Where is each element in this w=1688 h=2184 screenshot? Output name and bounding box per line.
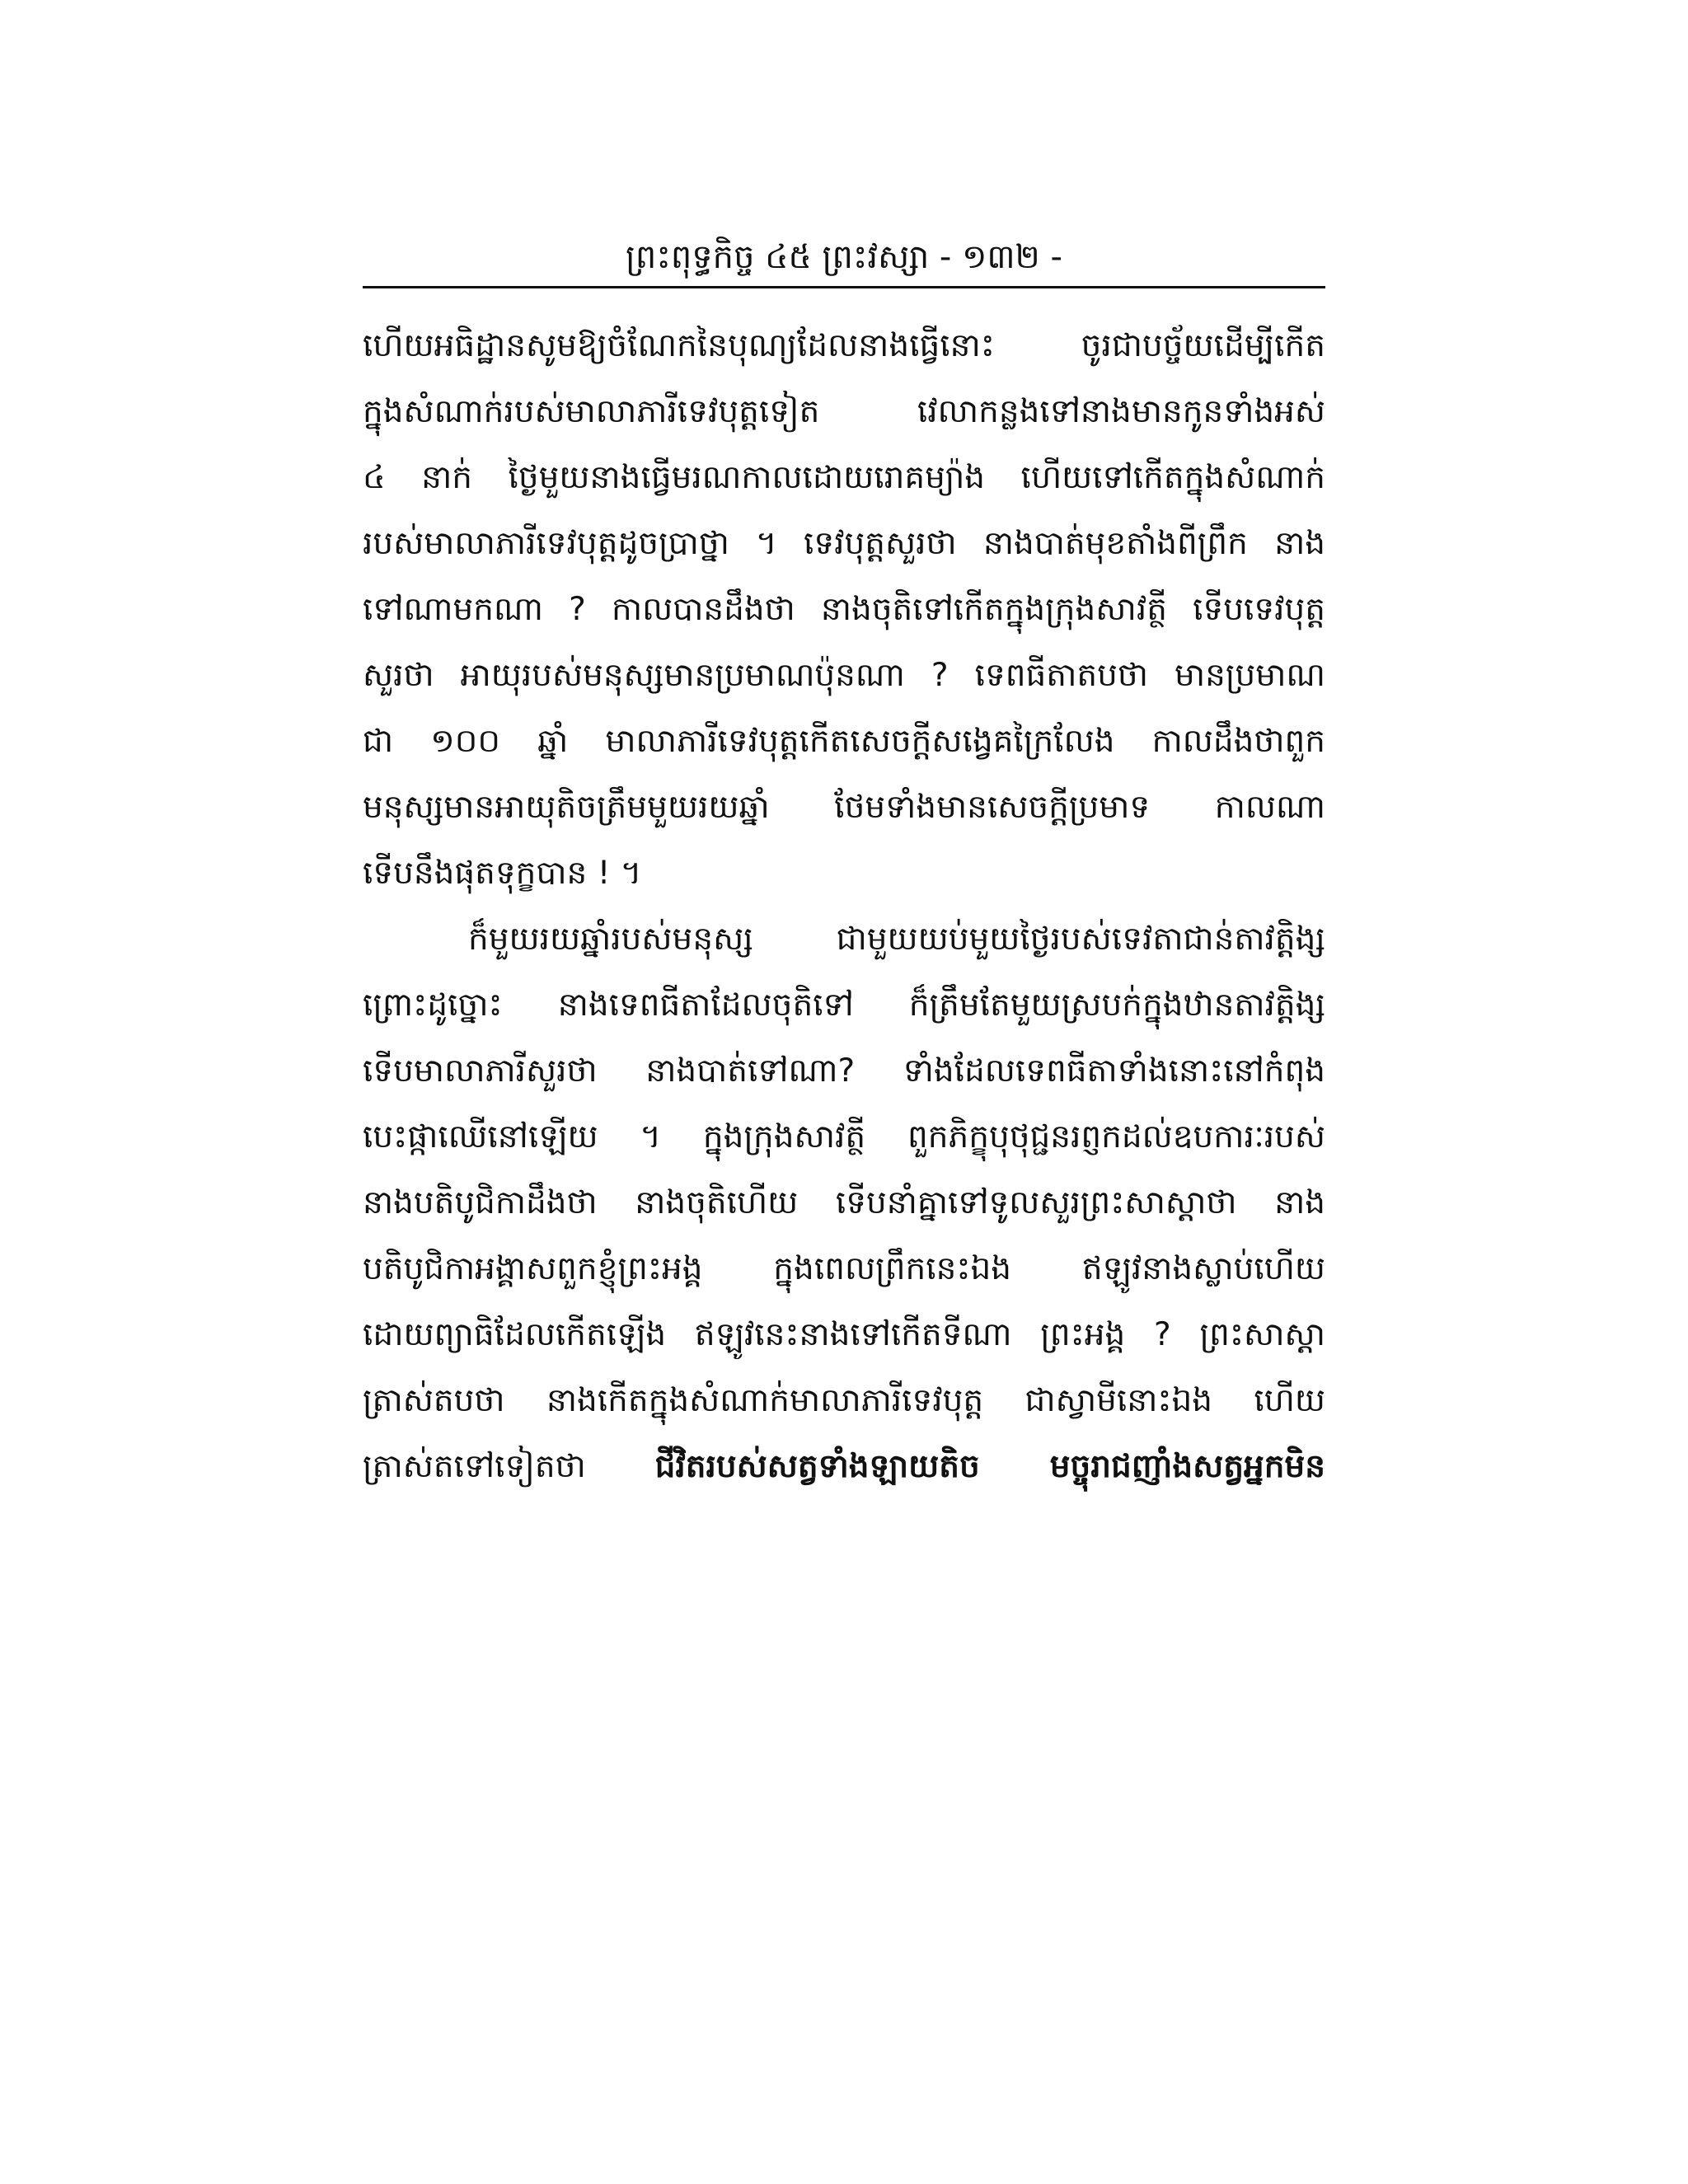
header-divider	[363, 286, 1325, 288]
text-line: ព្រោះដូច្នោះ នាងទេពធីតាដែលចុតិទៅ ក៏ត្រឹមតែមួយស្របក់ក្នុងឋានតាវត្តិង្ស	[363, 987, 1325, 1024]
paragraph-first-line: ក៏មួយរយឆ្នាំរបស់មនុស្ស ជាមួយយប់មួយថ្ងៃរបស់ទេវតាជាន់តាវត្តិង្ស	[468, 921, 1325, 958]
running-header: ព្រះពុទ្ធកិច្ច ៤៥ ព្រះវស្សា - ១៣២ -	[626, 238, 1062, 276]
text-line: សួរថា អាយុរបស់មនុស្សមានប្រមាណប៉ុនណា ? ទេពធីតាតបថា មានប្រមាណ	[363, 657, 1325, 694]
text-line: បតិបូជិកាអង្គាសពួកខ្ញុំព្រះអង្គ ក្នុងពេលព្រឹកនេះឯង ឥឡូវនាងស្លាប់ហើយ	[363, 1250, 1325, 1287]
text-line-last	[363, 1434, 1325, 1500]
page-body	[363, 313, 1325, 1500]
text-line: ហើយអធិដ្ឋានសូមឱ្យចំណែកនៃបុណ្យដែលនាងធ្វើនោះ ចូរជាបច្ច័យដើម្បីកើត	[363, 327, 1325, 364]
text-line: ទើបមាលាភារីសួរថា នាងបាត់ទៅណា? ទាំងដែលទេពធីតាទាំងនោះនៅកំពុង	[363, 1052, 1325, 1090]
text-line: ក្នុងសំណាក់របស់មាលាភារីទេវបុត្តទៀត វេលាកន្លងទៅនាងមានកូនទាំងអស់	[363, 393, 1325, 430]
text-line: ត្រាស់តបថា នាងកើតក្នុងសំណាក់មាលាភារីទេវបុត្ត ជាស្វាមីនោះឯង ហើយ	[363, 1382, 1325, 1419]
text-line: បេះផ្កាឈើនៅឡើយ ។ ក្នុងក្រុងសាវត្ថី ពួកភិក្ខុបុថុជ្ជនរព្ញកដល់ឧបការៈរបស់	[363, 1118, 1325, 1155]
text-line: របស់មាលាភារីទេវបុត្តដូចប្រាថ្នា ។ ទេវបុត្តសួរថា នាងបាត់មុខតាំងពីព្រឹក នាង	[363, 525, 1325, 562]
text-line: នាងបតិបូជិកាដឹងថា នាងចុតិហើយ ទើបនាំគ្នាទៅទូលសួរព្រះសាស្តាថា នាង	[363, 1184, 1325, 1221]
bold-quote: ជីវិតរបស់សត្វទាំងឡាយតិច មច្ចុរាជញាំងសត្វអ្នកមិន	[654, 1448, 1325, 1485]
text-line: មនុស្សមានអាយុតិចត្រឹមមួយរយឆ្នាំ ថែមទាំងមានសេចក្តីប្រមាទ កាលណា	[363, 789, 1325, 826]
text-line: ទៅណាមកណា ? កាលបានដឹងថា នាងចុតិទៅកើតក្នុងក្រុងសាវត្ថី ទើបទេវបុត្ត	[363, 591, 1325, 628]
text-line: ៤ នាក់ ថ្ងៃមួយនាងធ្វើមរណកាលដោយរោគម្យ៉ាង ហើយទៅកើតក្នុងសំណាក់	[363, 459, 1325, 496]
text-span: ត្រាស់តទៅទៀតថា	[363, 1448, 655, 1485]
text-line: ដោយព្យាធិដែលកើតឡើង ឥឡូវនេះនាងទៅកើតទីណា ព្រះអង្គ ? ព្រះសាស្តា	[363, 1316, 1325, 1353]
text-line: ជា ១០០ ឆ្នាំ មាលាភារីទេវបុត្តកើតសេចក្តីសង្វេគក្រៃលែង កាលដឹងថាពួក	[363, 723, 1325, 760]
text-line: ទើបនឹងផុតទុក្ខបាន ! ។	[363, 855, 642, 892]
